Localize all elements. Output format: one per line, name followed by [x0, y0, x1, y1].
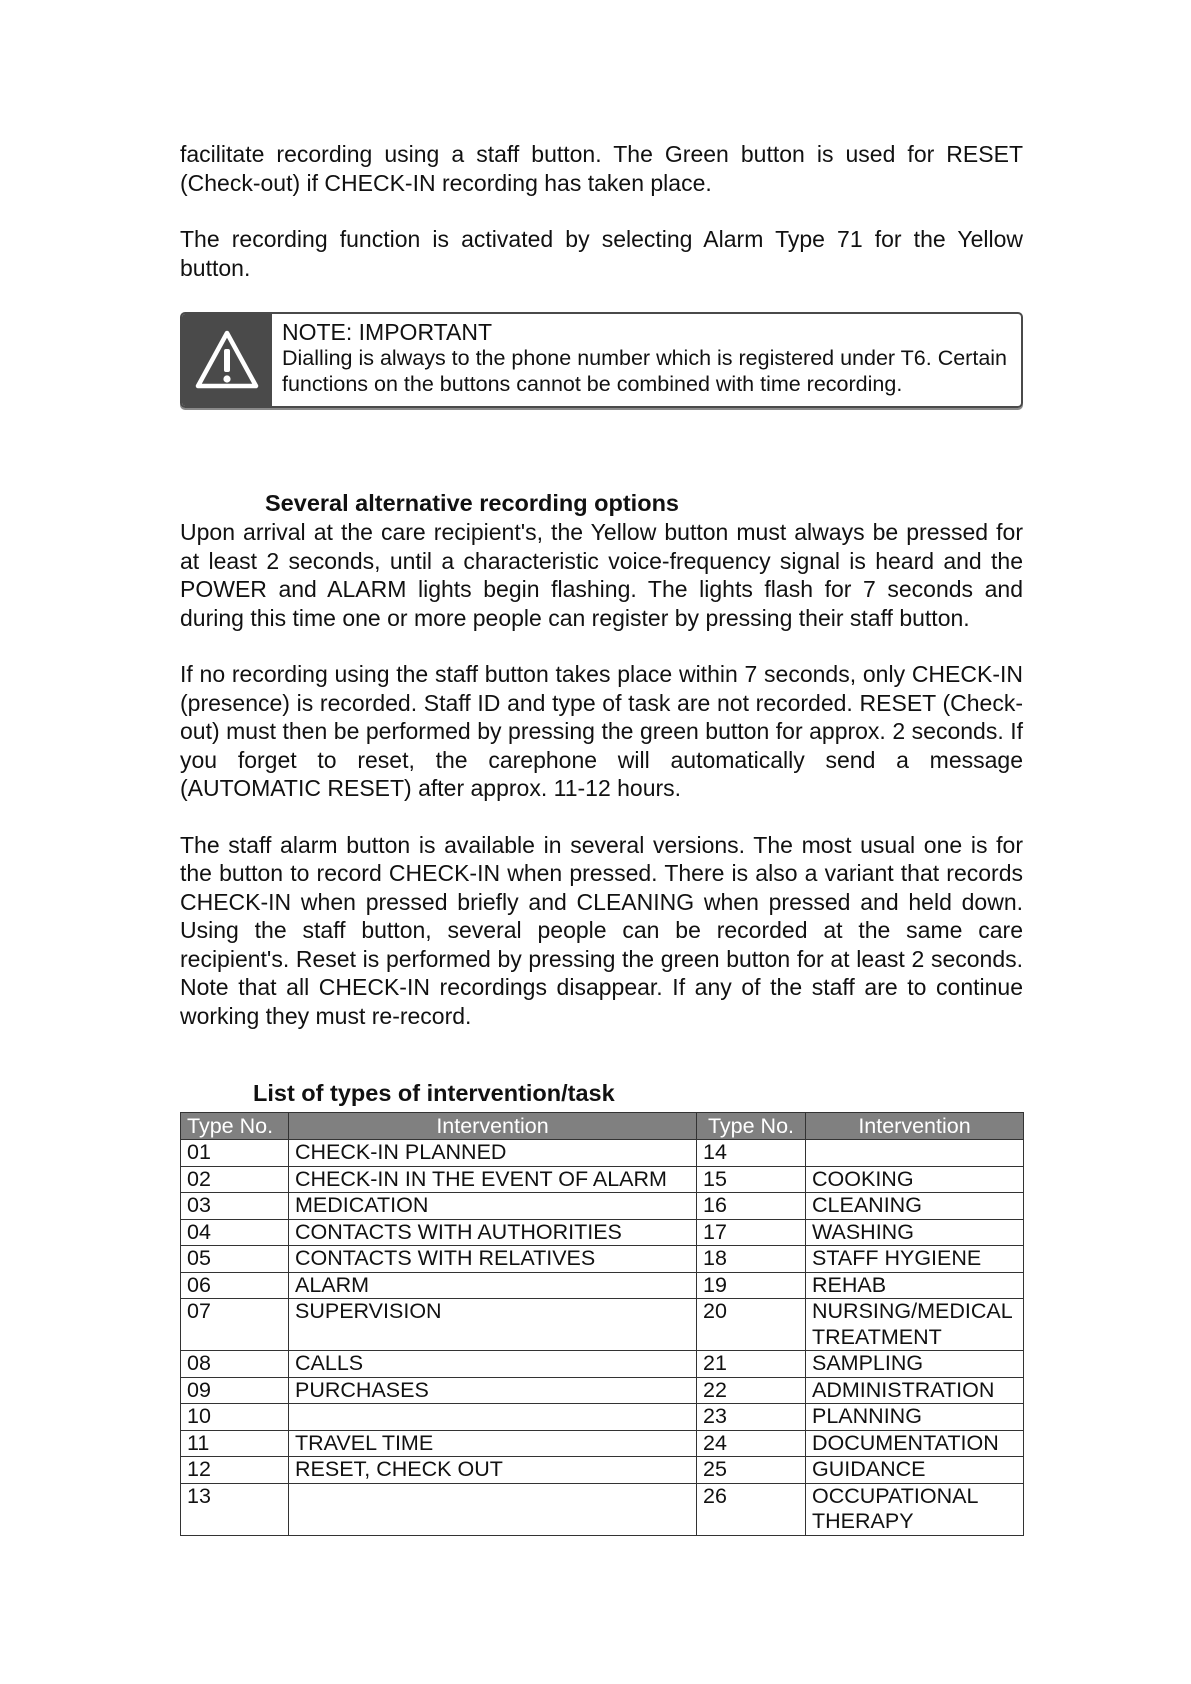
cell-intervention: CLEANING: [806, 1193, 1024, 1220]
cell-intervention: ALARM: [289, 1272, 697, 1299]
cell-intervention: GUIDANCE: [806, 1457, 1024, 1484]
cell-intervention: [806, 1140, 1024, 1167]
cell-type-no: 04: [181, 1219, 289, 1246]
cell-type-no: 07: [181, 1299, 289, 1351]
cell-type-no: 15: [697, 1166, 806, 1193]
cell-intervention: OCCUPATIONAL THERAPY: [806, 1483, 1024, 1535]
cell-intervention: CONTACTS WITH AUTHORITIES: [289, 1219, 697, 1246]
cell-intervention: [289, 1483, 697, 1535]
table-row: [181, 1272, 1024, 1299]
cell-intervention: PURCHASES: [289, 1377, 697, 1404]
header-type-no: Type No.: [181, 1113, 289, 1140]
table-row: [181, 1219, 1024, 1246]
header-type-no: Type No.: [697, 1113, 806, 1140]
cell-intervention: STAFF HYGIENE: [806, 1246, 1024, 1273]
warning-icon: [194, 329, 260, 391]
table-row: [181, 1377, 1024, 1404]
table-row: [181, 1351, 1024, 1378]
cell-type-no: 22: [697, 1377, 806, 1404]
cell-type-no: 01: [181, 1140, 289, 1167]
cell-type-no: 26: [697, 1483, 806, 1535]
paragraph-staff-alarm-button: The staff alarm button is available in several versions. The most usual one is for the button to record CHECK-IN when pressed. There is also a variant that records CHECK-IN when pressed briefly and CLEANING when pressed and held down. Using the staff button, several people can be recorded at the same care recipient's. Reset is performed by pressing the green button for at least 2 seconds. Note that all CHECK-IN recordings disappear. If any of the staff are to continue working they must re-record.: [180, 831, 1023, 1029]
cell-intervention: CHECK-IN PLANNED: [289, 1140, 697, 1167]
note-text: [272, 314, 1021, 406]
paragraph-staff-button: facilitate recording using a staff button. The Green button is used for RESET (Check-out) if CHECK-IN recording has taken place.: [180, 141, 1023, 196]
table-row: [181, 1193, 1024, 1220]
cell-intervention: RESET, CHECK OUT: [289, 1457, 697, 1484]
cell-intervention: SUPERVISION: [289, 1299, 697, 1351]
table-row: [181, 1140, 1024, 1167]
cell-type-no: 03: [181, 1193, 289, 1220]
cell-type-no: 06: [181, 1272, 289, 1299]
cell-intervention: SAMPLING: [806, 1351, 1024, 1378]
cell-intervention: CHECK-IN IN THE EVENT OF ALARM: [289, 1166, 697, 1193]
cell-intervention: REHAB: [806, 1272, 1024, 1299]
cell-type-no: 14: [697, 1140, 806, 1167]
paragraph-recording-activation: The recording function is activated by selecting Alarm Type 71 for the Yellow button.: [180, 226, 1023, 281]
cell-type-no: 18: [697, 1246, 806, 1273]
note-body: Dialling is always to the phone number which is registered under T6. Certain functions on the buttons cannot be combined with time recording.: [282, 346, 1008, 396]
document-page: [180, 140, 1023, 1536]
cell-intervention: WASHING: [806, 1219, 1024, 1246]
cell-type-no: 19: [697, 1272, 806, 1299]
table-row: [181, 1430, 1024, 1457]
table-row: [181, 1483, 1024, 1535]
cell-intervention: CALLS: [289, 1351, 697, 1378]
cell-intervention: NURSING/MEDICAL TREATMENT: [806, 1299, 1024, 1351]
table-row: [181, 1166, 1024, 1193]
heading-task-list: List of types of intervention/task: [253, 1080, 615, 1106]
cell-intervention: PLANNING: [806, 1404, 1024, 1431]
cell-type-no: 16: [697, 1193, 806, 1220]
cell-type-no: 23: [697, 1404, 806, 1431]
cell-intervention: ADMINISTRATION: [806, 1377, 1024, 1404]
heading-recording-options: Several alternative recording options: [265, 490, 679, 516]
table-row: [181, 1299, 1024, 1351]
cell-intervention: [289, 1404, 697, 1431]
table-header-row: [181, 1113, 1024, 1140]
header-intervention: Intervention: [806, 1113, 1024, 1140]
cell-intervention: MEDICATION: [289, 1193, 697, 1220]
intervention-table: [180, 1112, 1024, 1536]
header-intervention: Intervention: [289, 1113, 697, 1140]
cell-intervention: TRAVEL TIME: [289, 1430, 697, 1457]
cell-type-no: 25: [697, 1457, 806, 1484]
table-row: [181, 1246, 1024, 1273]
paragraph-arrival: Upon arrival at the care recipient's, the Yellow button must always be pressed for at least 2 seconds, until a characteristic voice-frequency signal is heard and the POWER and ALARM lights begin flashing. The lights flash for 7 seconds and during this time one or more people can register by pressing their staff button.: [180, 519, 1023, 631]
cell-type-no: 05: [181, 1246, 289, 1273]
cell-type-no: 24: [697, 1430, 806, 1457]
cell-intervention: COOKING: [806, 1166, 1024, 1193]
cell-type-no: 20: [697, 1299, 806, 1351]
cell-type-no: 11: [181, 1430, 289, 1457]
cell-type-no: 12: [181, 1457, 289, 1484]
cell-type-no: 09: [181, 1377, 289, 1404]
cell-intervention: CONTACTS WITH RELATIVES: [289, 1246, 697, 1273]
paragraph-no-recording: If no recording using the staff button takes place within 7 seconds, only CHECK-IN (presence) is recorded. Staff ID and type of task are not recorded. RESET (Check-out) must then be performed by pressing the green button for approx. 2 seconds. If you forget to reset, the carephone will automatically send a message (AUTOMATIC RESET) after approx. 11-12 hours.: [180, 661, 1023, 801]
cell-type-no: 13: [181, 1483, 289, 1535]
cell-type-no: 02: [181, 1166, 289, 1193]
cell-type-no: 08: [181, 1351, 289, 1378]
table-row: [181, 1457, 1024, 1484]
important-note-box: [180, 312, 1023, 408]
cell-type-no: 10: [181, 1404, 289, 1431]
cell-type-no: 21: [697, 1351, 806, 1378]
cell-intervention: DOCUMENTATION: [806, 1430, 1024, 1457]
table-row: [181, 1404, 1024, 1431]
note-title: NOTE: IMPORTANT: [282, 319, 492, 345]
note-icon-panel: [182, 314, 272, 406]
cell-type-no: 17: [697, 1219, 806, 1246]
